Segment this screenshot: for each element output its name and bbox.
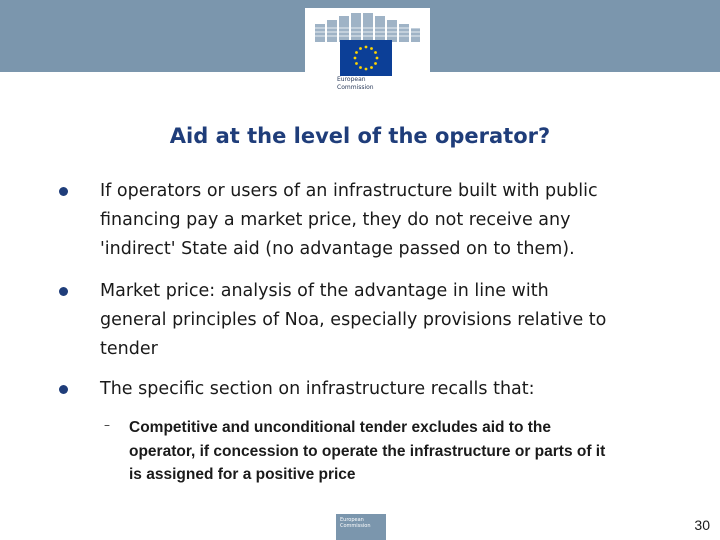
building-icon [313, 12, 422, 42]
flag-star-icon [374, 51, 377, 54]
bullet-line: If operators or users of an infrastructure built with public [100, 181, 598, 201]
eu-flag-icon [340, 40, 392, 76]
slide-title: Aid at the level of the operator? [169, 124, 551, 148]
sub-bullet-line: Competitive and unconditional tender excludes aid to the [129, 419, 551, 436]
bullet-line: tender [100, 339, 158, 359]
bullet-text [100, 277, 700, 364]
logo-text [337, 76, 417, 92]
footer-logo-text: European Commission [340, 517, 371, 529]
european-commission-logo [305, 8, 430, 96]
flag-star-icon [365, 46, 368, 49]
bullet-line: 'indirect' State aid (no advantage passed on to them). [100, 239, 575, 259]
flag-star-icon [374, 62, 377, 65]
bullet-marker [59, 385, 68, 394]
bullet-marker [59, 187, 68, 196]
bullet-line: general principles of Noa, especially provisions relative to [100, 310, 607, 330]
logo-text-line2: Commission [337, 84, 374, 91]
bullet-line: The specific section on infrastructure recalls that: [100, 379, 535, 399]
flag-star-icon [365, 68, 368, 71]
sub-bullet-text [129, 416, 684, 487]
flag-star-icon [354, 57, 357, 60]
flag-star-icon [359, 47, 362, 50]
bullet-text [100, 177, 700, 264]
sub-bullet-line: is assigned for a positive price [129, 466, 356, 483]
flag-star-icon [370, 47, 373, 50]
bullet-line: financing pay a market price, they do not receive any [100, 210, 571, 230]
footer-logo [336, 514, 386, 540]
flag-star-icon [355, 62, 358, 65]
bullet-marker [59, 287, 68, 296]
page-number: 30 [694, 517, 710, 533]
flag-star-icon [355, 51, 358, 54]
bullet-line: Market price: analysis of the advantage in line with [100, 281, 549, 301]
sub-bullet-line: operator, if concession to operate the infrastructure or parts of it [129, 442, 606, 460]
sub-bullet-marker: – [104, 418, 110, 432]
bullet-text [100, 375, 700, 404]
flag-star-icon [376, 57, 379, 60]
flag-star-icon [370, 66, 373, 69]
logo-text-line1: European [337, 76, 366, 83]
flag-star-icon [359, 66, 362, 69]
